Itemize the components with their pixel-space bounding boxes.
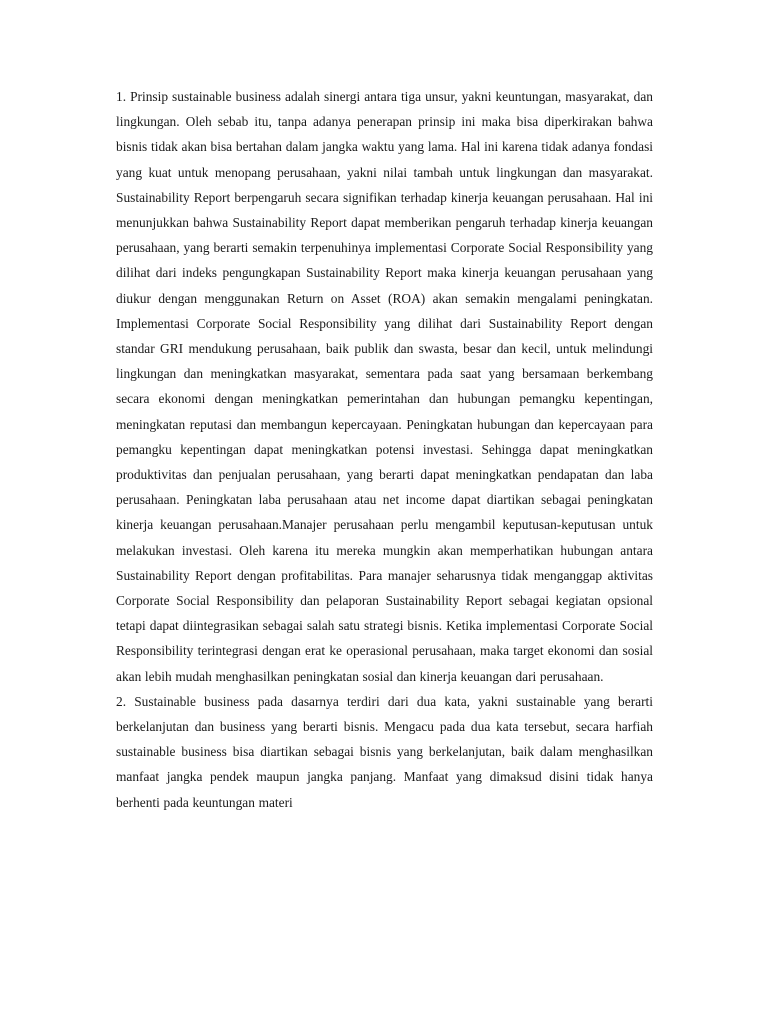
document-body [116, 84, 653, 815]
paragraph-2: 2. Sustainable business pada dasarnya terdiri dari dua kata, yakni sustainable yang berarti berkelanjutan dan business yang berarti bisnis. Mengacu pada dua kata tersebut, secara harfiah sustainable business bisa diartikan sebagai bisnis yang berkelanjutan, baik dalam menghasilkan manfaat jangka pendek maupun jangka panjang. Manfaat yang dimaksud disini tidak hanya berhenti pada keuntungan materi [116, 693, 653, 810]
paragraph-1: 1. Prinsip sustainable business adalah sinergi antara tiga unsur, yakni keuntungan, masyarakat, dan lingkungan. Oleh sebab itu, tanpa adanya penerapan prinsip ini maka bisa diperkirakan bahwa bisnis tidak akan bisa bertahan dalam jangka waktu yang lama. Hal ini karena tidak adanya fondasi yang kuat untuk menopang perusahaan, yakni nilai tambah untuk lingkungan dan masyarakat. Sustainability Report berpengaruh secara signifikan terhadap kinerja keuangan perusahaan. Hal ini menunjukkan bahwa Sustainability Report dapat memberikan pengaruh terhadap kinerja keuangan perusahaan, yang berarti semakin terpenuhinya implementasi Corporate Social Responsibility yang dilihat dari indeks pengungkapan Sustainability Report maka kinerja keuangan perusahaan yang diukur dengan menggunakan Return on Asset (ROA) akan semakin mengalami peningkatan. Implementasi Corporate Social Responsibility yang dilihat dari Sustainability Report dengan standar GRI mendukung perusahaan, baik publik dan swasta, besar dan kecil, untuk melindungi lingkungan dan meningkatkan masyarakat, sementara pada saat yang bersamaan berkembang secara ekonomi dengan meningkatkan pemerintahan dan hubungan pemangku kepentingan, meningkatan reputasi dan membangun kepercayaan. Peningkatan hubungan dan kepercayaan para pemangku kepentingan dapat meningkatkan potensi investasi. Sehingga dapat meningkatkan produktivitas dan penjualan perusahaan, yang berarti dapat meningkatkan pendapatan dan laba perusahaan. Peningkatan laba perusahaan atau net income dapat diartikan sebagai peningkatan kinerja keuangan perusahaan.Manajer perusahaan perlu mengambil keputusan-keputusan untuk melakukan investasi. Oleh karena itu mereka mungkin akan memperhatikan hubungan antara Sustainability Report dengan profitabilitas. Para manajer seharusnya tidak menganggap aktivitas Corporate Social Responsibility dan pelaporan Sustainability Report sebagai kegiatan opsional tetapi dapat diintegrasikan sebagai salah satu strategi bisnis. Ketika implementasi Corporate Social Responsibility terintegrasi dengan erat ke operasional perusahaan, maka target ekonomi dan sosial akan lebih mudah menghasilkan peningkatan sosial dan kinerja keuangan dari perusahaan. [116, 89, 653, 684]
